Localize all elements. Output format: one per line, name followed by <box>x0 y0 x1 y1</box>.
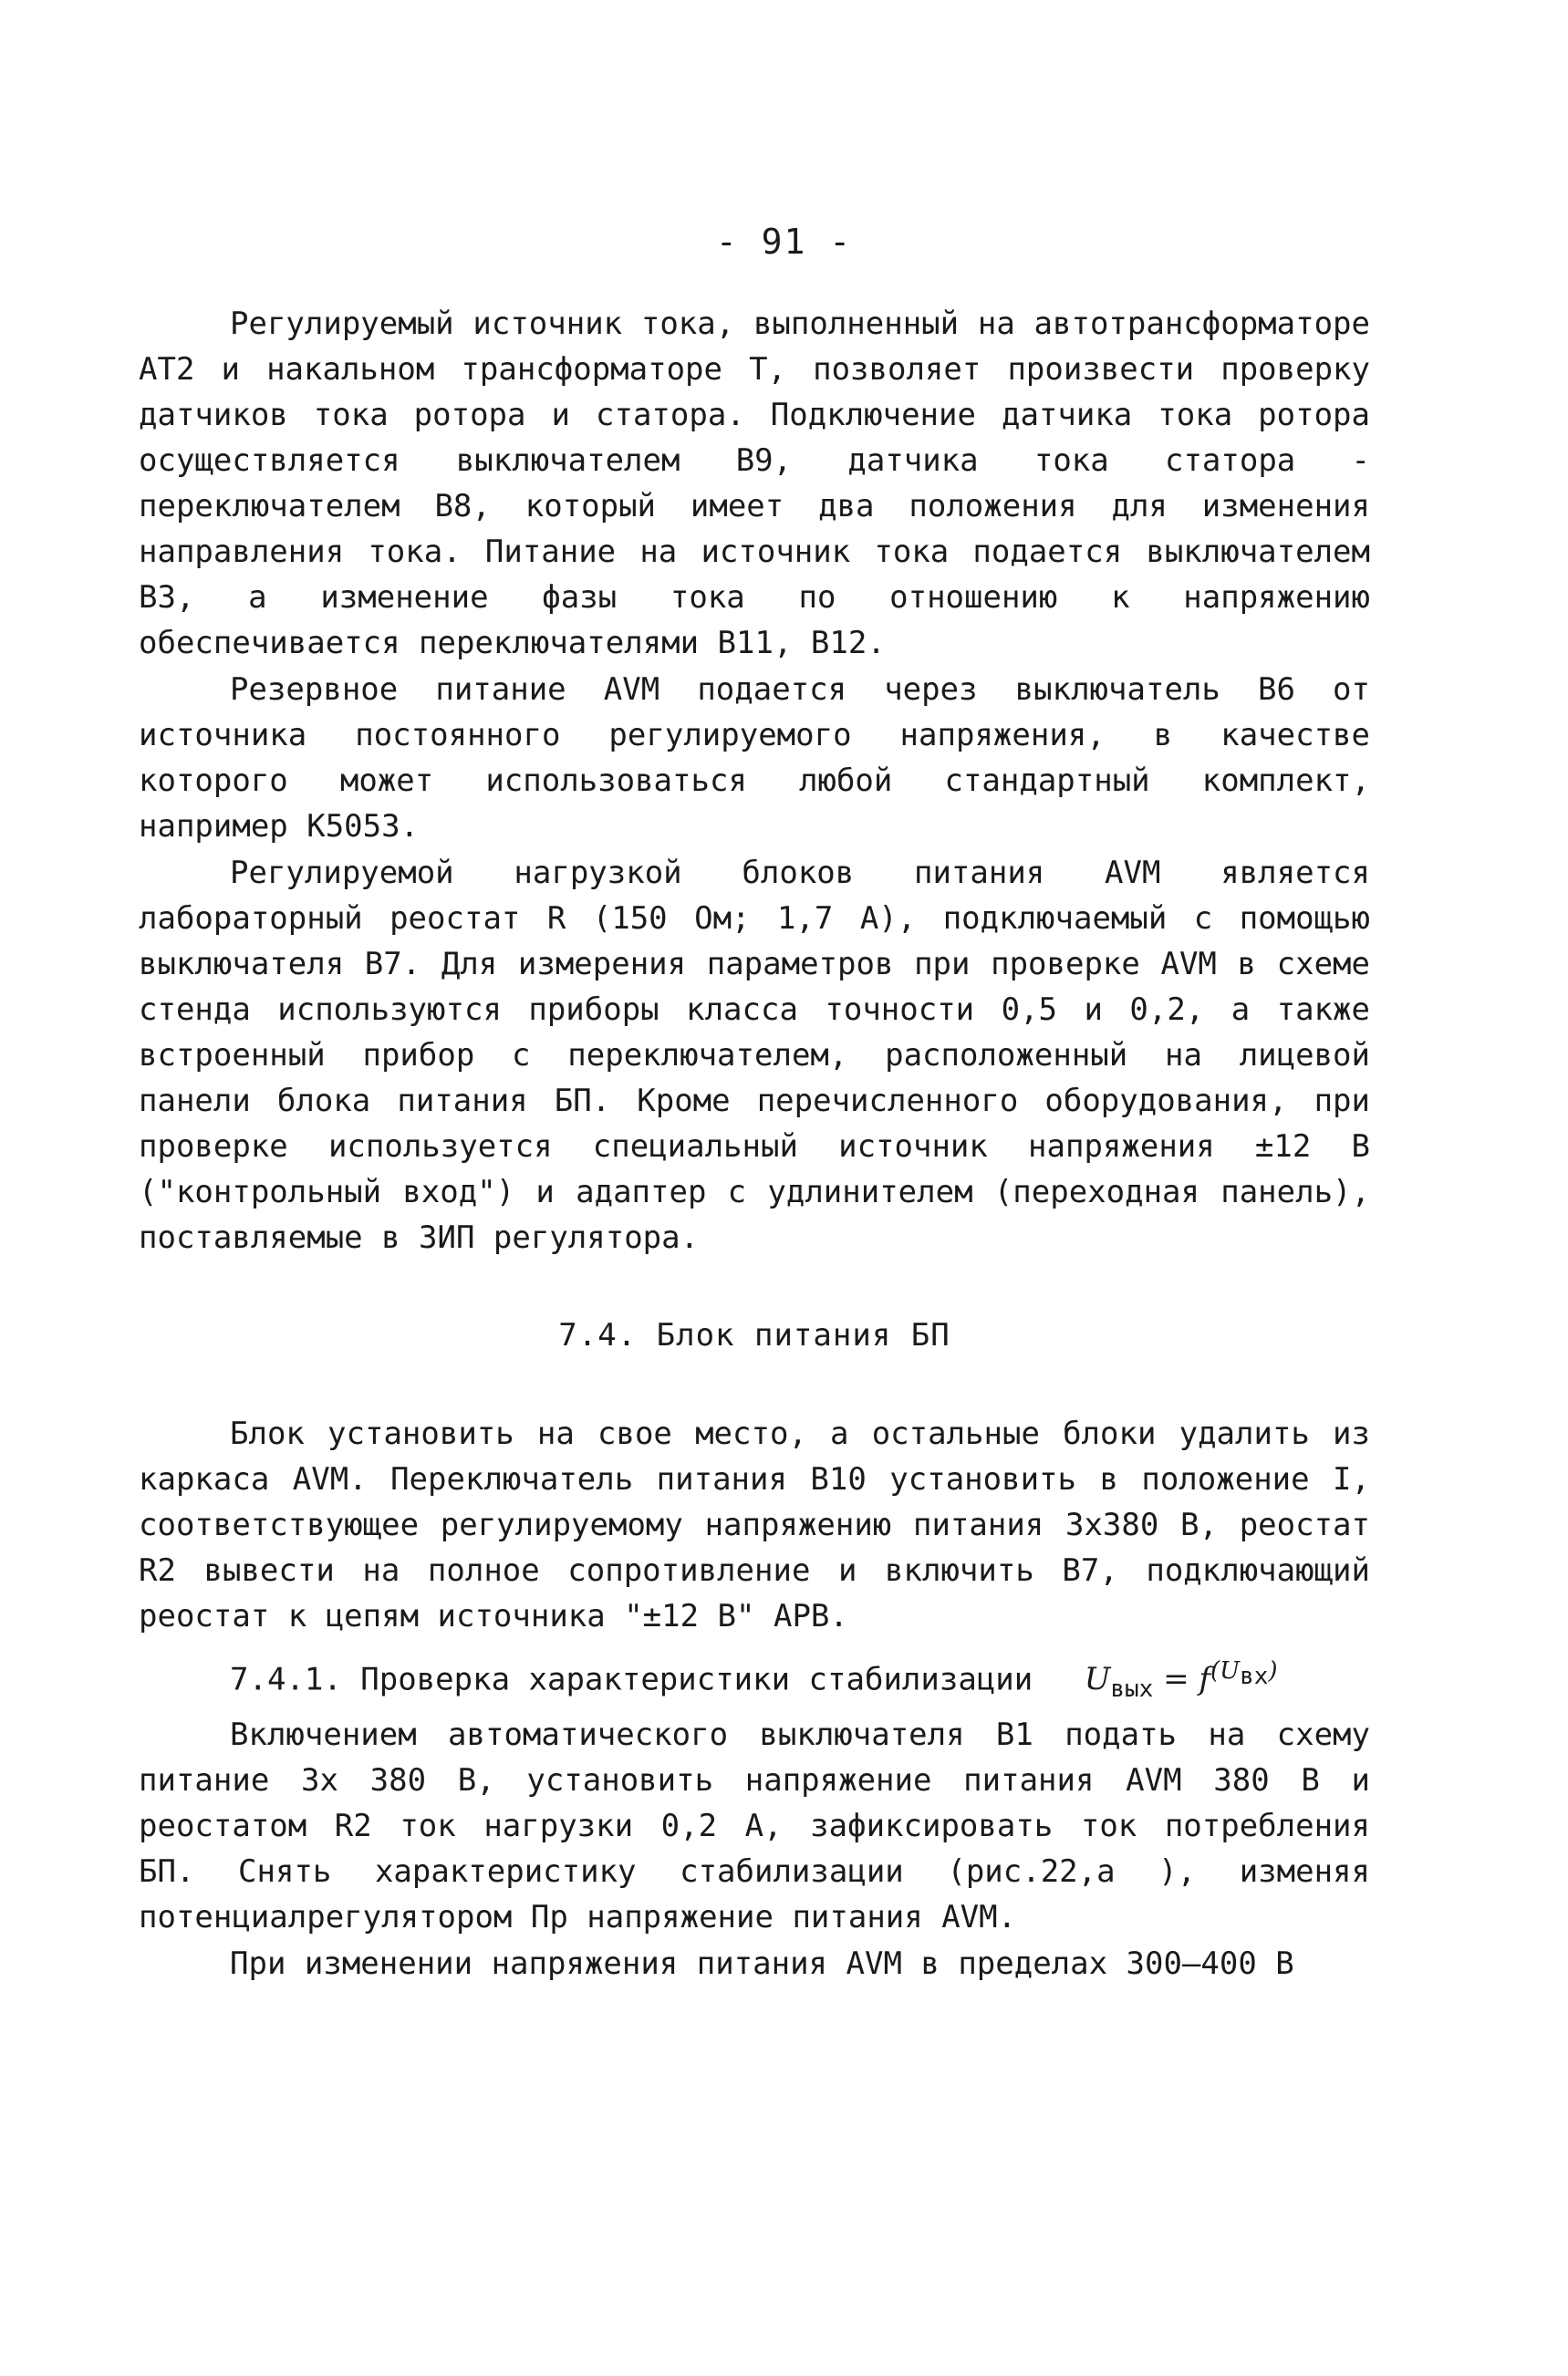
paragraph-section-setup: Блок установить на свое место, а остальные блоки удалить из каркаса АVМ. Переключатель питания В10 установить в положение I, соответствующее регулируемому напряжению питания 3х380 В, реостат R2 вывести на полное сопротивление и включить В7, подключающий реостат к цепям источника "±12 В" АРВ. <box>139 1416 1370 1634</box>
formula-arg: (U <box>1210 1657 1241 1685</box>
subsection-heading: 7.4.1. Проверка характеристики стабилизации <box>230 1661 1033 1698</box>
formula-close: ) <box>1268 1657 1278 1685</box>
page-number: - 91 - <box>715 222 853 262</box>
formula-equals: = <box>1153 1661 1199 1698</box>
paragraph-stabilization-procedure: Включением автоматического выключателя В1 подать на схему питание 3х 380 В, установить напряжение питания АVМ 380 В и реостатом R2 ток нагрузки 0,2 А, зафиксировать ток потребления БП. Снять характеристику стабилизации (рис.22,а ), изменяя потенциалрегулятором Пр напряжение питания АVМ. <box>139 1717 1370 1936</box>
stabilization-formula <box>1084 1657 1278 1704</box>
formula-lhs-sub: вых <box>1110 1676 1154 1704</box>
paragraph-load-rheostat: Регулируемой нагрузкой блоков питания АVМ является лабораторный реостат R (150 Ом; 1,7 А), подключаемый с помощью выключателя В7. Для измерения параметров при проверке АVМ в схеме стенда используются приборы класса точности 0,5 и 0,2, а также встроенный прибор с переключателем, расположенный на лицевой панели блока питания БП. Кроме перечисленного оборудования, при проверке используется специальный источник напряжения ±12 В ("контрольный вход") и адаптер с удлинителем (переходная панель), поставляемые в ЗИП регулятора. <box>139 855 1370 1256</box>
subsection-heading-line <box>139 1648 1370 1712</box>
section-heading: 7.4. Блок питания БП <box>558 1317 950 1354</box>
paragraph-current-source: Регулируемый источник тока, выполненный на автотрансформаторе АТ2 и накальном трансформаторе Т, позволяет произвести проверку датчиков тока ротора и статора. Подключение датчика тока ротора осуществляется выключателем В9, датчика тока статора - переключателем В8, который имеет два положения для изменения направления тока. Питание на источник тока подается выключателем В3, а изменение фазы тока по отношению к напряжению обеспечивается переключателями В11, В12. <box>139 306 1370 661</box>
document-body <box>139 301 1370 1987</box>
formula-arg-sub: вх <box>1240 1663 1269 1691</box>
formula-function: f <box>1199 1661 1211 1698</box>
paragraph-voltage-range: При изменении напряжения питания АVМ в пределах 300–400 В <box>230 1945 1294 1983</box>
paragraph-backup-power: Резервное питание АVМ подается через выключатель В6 от источника постоянного регулируемого напряжения, в качестве которого может использоваться любой стандартный комплект, например К5053. <box>139 671 1370 845</box>
formula-lhs: U <box>1084 1661 1111 1698</box>
